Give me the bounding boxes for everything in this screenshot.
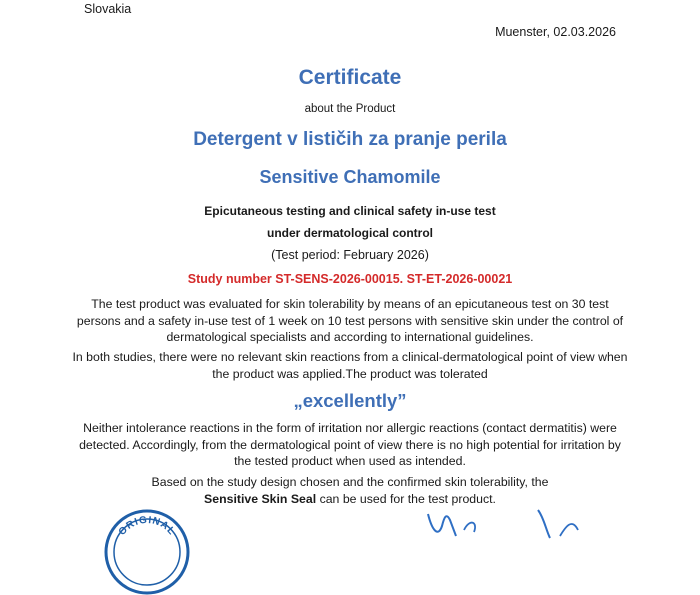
paragraph-evaluation: The test product was evaluated for skin tolerability by means of an epicutaneous test on 30 test persons and a safety in-use test of 1 week on 10 test persons with sensitive skin under the control of dermatological specialists and according to international guidelines. <box>76 297 624 345</box>
rating-quote: „excellently” <box>293 390 407 411</box>
country-line: Slovakia <box>84 2 132 16</box>
product-variant: Sensitive Chamomile <box>259 167 441 187</box>
product-name: Detergent v lističih za pranje perila <box>193 129 507 150</box>
certificate-title: Certificate <box>298 66 402 89</box>
paragraph-conclusion: Neither intolerance reactions in the form of irritation nor allergic reactions (contact dermatitis) were detected. Accordingly, from the dermatological point of view there is no high potential for irritation by the tested product when used as intended. <box>79 421 621 469</box>
signature-icon <box>420 500 600 540</box>
test-description-line2: under dermatological control <box>266 226 434 240</box>
paragraph-results: In both studies, there were no relevant skin reactions from a clinical-dermatological point of view when the product was applied.The product was tolerated <box>72 350 628 381</box>
original-seal-icon <box>104 509 190 595</box>
test-description-line1: Epicutaneous testing and clinical safety in-use test <box>204 204 496 218</box>
test-period: (Test period: February 2026) <box>271 248 429 262</box>
study-number: Study number ST-SENS-2026-00015. ST-ET-2026-00021 <box>187 272 513 286</box>
seal-text: ORIGINAL <box>116 514 178 538</box>
seal-usage-text: Based on the study design chosen and the confirmed skin tolerability, the <box>151 475 549 489</box>
seal-usage-end: can be used for the test product. <box>316 491 496 506</box>
about-line: about the Product <box>304 103 396 115</box>
seal-name: Sensitive Skin Seal <box>204 491 317 506</box>
place-date: Muenster, 02.03.2026 <box>495 25 616 39</box>
